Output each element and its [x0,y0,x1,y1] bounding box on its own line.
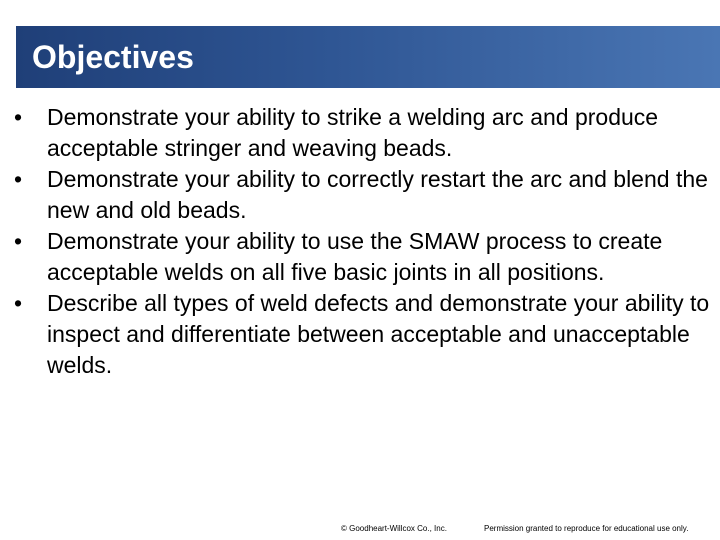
bullet-item [14,226,710,288]
slide-title: Objectives [32,39,194,75]
bullet-item [14,102,710,164]
bullet-text: Demonstrate your ability to strike a welding arc and produce acceptable stringer and weaving beads. [47,104,659,161]
title-bar [16,26,720,88]
bullet-text: Demonstrate your ability to correctly restart the arc and blend the new and old beads. [47,166,708,223]
bullet-marker: • [14,228,23,254]
bullet-item [14,288,710,381]
bullet-marker: • [14,104,23,130]
bullet-text: Demonstrate your ability to use the SMAW process to create acceptable welds on all five basic joints in all positions. [47,228,663,285]
objectives-list [14,102,710,381]
bullet-text: Describe all types of weld defects and demonstrate your ability to inspect and differentiate between acceptable and unacceptable welds. [47,290,710,378]
bullet-marker: • [14,166,23,192]
bullet-item [14,164,710,226]
footer-permission: Permission granted to reproduce for educational use only. [484,524,689,533]
footer-copyright: © Goodheart-Willcox Co., Inc. [341,524,447,533]
bullet-marker: • [14,290,23,316]
